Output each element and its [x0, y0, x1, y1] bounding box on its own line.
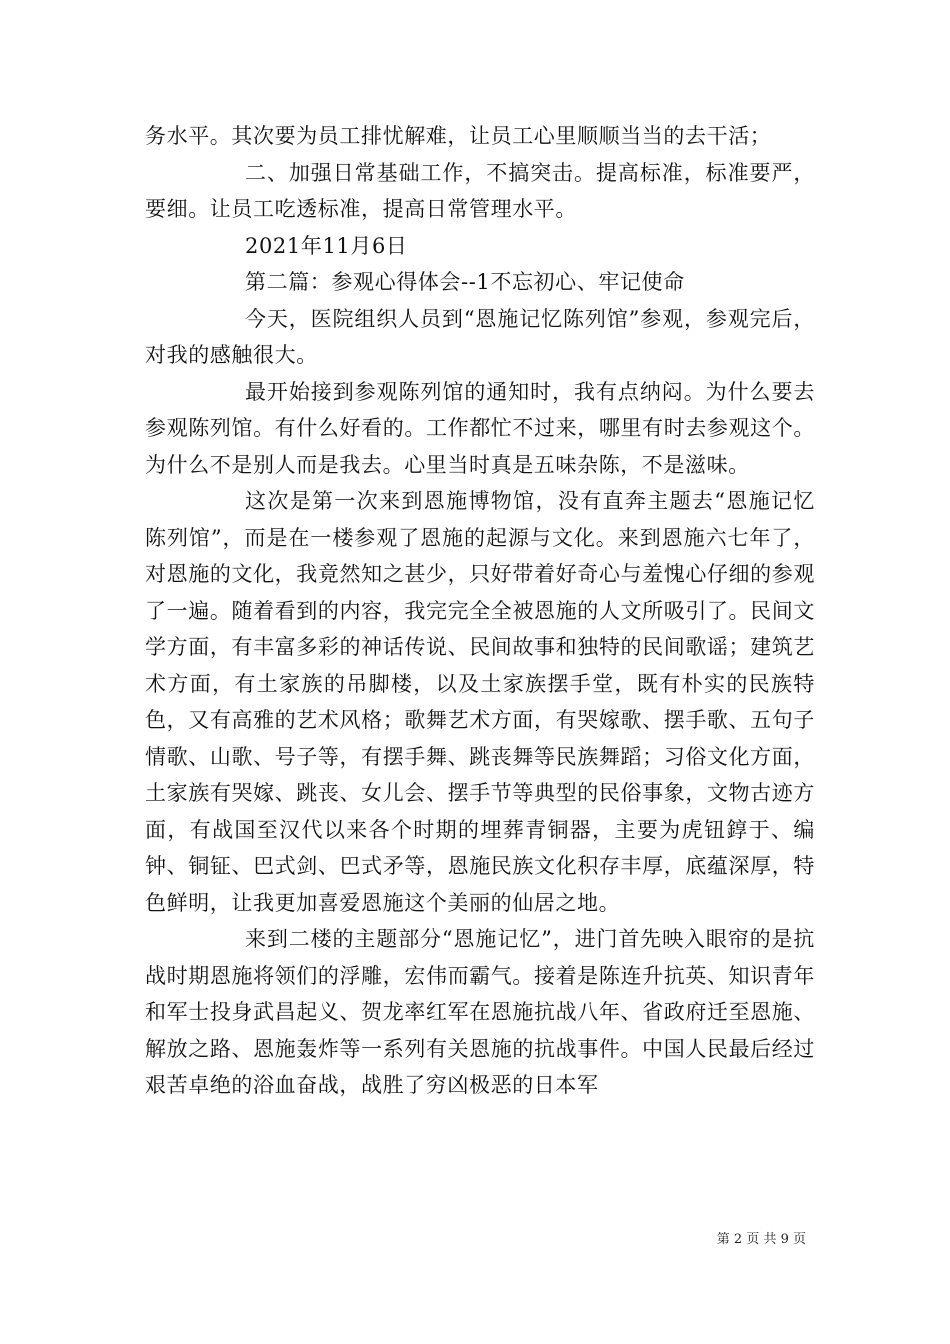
paragraph: 第二篇：参观心得体会--1不忘初心、牢记使命 — [245, 270, 685, 294]
paragraph: 最开始接到参观陈列馆的通知时，我有点纳闷。为什么要去参观陈列馆。有什么好看的。工作都忙不过来，哪里有时去参观这个。为什么不是别人而是我去。心里当时真是五味杂陈，不是滋味。 — [145, 379, 815, 477]
paragraph: 这次是第一次来到恩施博物馆，没有直奔主题去“恩施记忆陈列馆”，而是在一楼参观了恩施的起源与文化。来到恩施六七年了，对恩施的文化，我竟然知之甚少，只好带着好奇心与羞愧心仔细的参观了一遍。随着看到的内容，我完完全全被恩施的人文所吸引了。民间文学方面，有丰富多彩的神话传说、民间故事和独特的民间歌谣；建筑艺术方面，有土家族的吊脚楼，以及土家族摆手堂，既有朴实的民族特色，又有高雅的艺术风格；歌舞艺术方面，有哭嫁歌、摆手歌、五句子情歌、山歌、号子等，有摆手舞、跳丧舞等民族舞蹈；习俗文化方面，土家族有哭嫁、跳丧、女儿会、摆手节等典型的民俗事象，文物古迹方面，有战国至汉代以来各个时期的埋葬青铜器，主要为虎钮錞于、编钟、铜钲、巴式剑、巴式矛等，恩施民族文化积存丰厚，底蕴深厚，特色鲜明，让我更加喜爱恩施这个美丽的仙居之地。 — [145, 489, 815, 915]
paragraph: 二、加强日常基础工作，不搞突击。提高标准，标准要严，要细。让员工吃透标准，提高日常管理水平。 — [145, 160, 815, 221]
page-number-footer: 第 2 页 共 9 页 — [716, 1232, 806, 1247]
paragraph: 务水平。其次要为员工排忧解难，让员工心里顺顺当当的去干活； — [145, 124, 772, 148]
document-body — [145, 118, 815, 1104]
paragraph: 来到二楼的主题部分“恩施记忆”，进门首先映入眼帘的是抗战时期恩施将领们的浮雕，宏伟而霸气。接着是陈连升抗英、知识青年和军士投身武昌起义、贺龙率红军在恩施抗战八年、省政府迁至恩施、解放之路、恩施轰炸等一系列有关恩施的抗战事件。中国人民最后经过艰苦卓绝的浴血奋战，战胜了穷凶极恶的日本军 — [145, 927, 815, 1097]
paragraph: 今天，医院组织人员到“恩施记忆陈列馆”参观，参观完后，对我的感触很大。 — [145, 306, 815, 367]
paragraph: 2021年11月6日 — [245, 233, 408, 258]
